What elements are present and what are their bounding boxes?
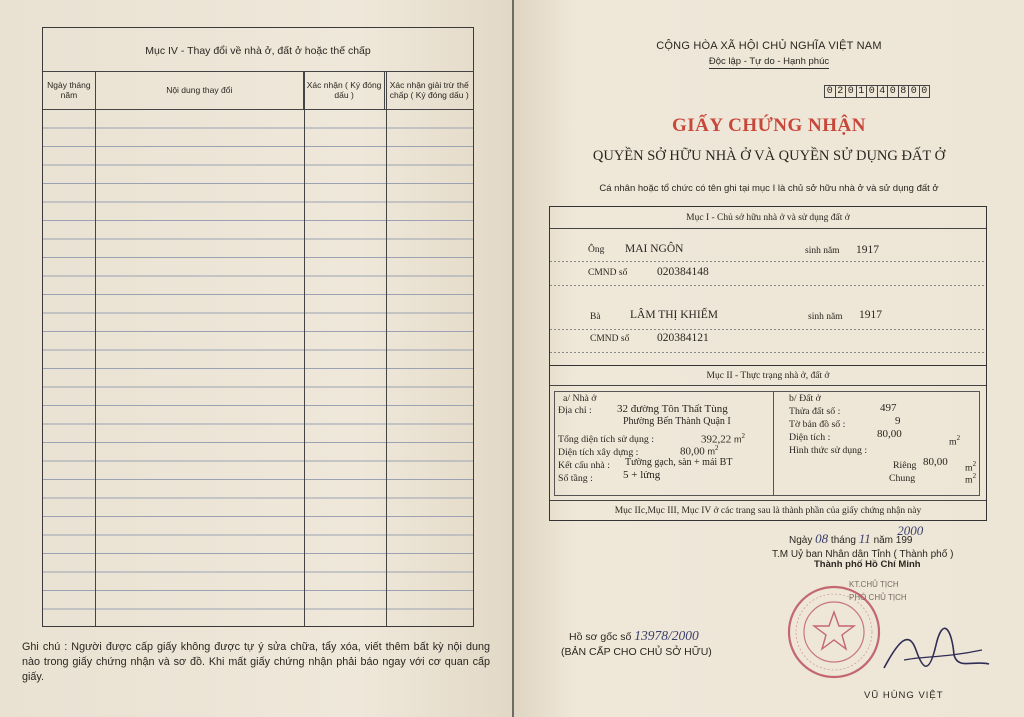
col-divider — [304, 72, 305, 626]
land-heading: b/ Đất ở — [789, 393, 821, 404]
issue-date: Ngày 08 tháng 11 năm 199 2000 — [789, 523, 924, 546]
owner1-id-label: CMND số — [588, 268, 628, 278]
private-value: 80,00 — [923, 456, 948, 468]
owner1-prefix: Ông — [588, 245, 605, 255]
shared-unit: $m^2$ — [965, 472, 977, 486]
usage-label: Hình thức sử dụng : — [789, 445, 868, 456]
land-area-unit: $m^2$ — [949, 434, 961, 448]
built-area-value: 80,00 $m^2$ — [680, 444, 719, 458]
certificate-title: GIẤY CHỨNG NHẬN — [672, 115, 866, 136]
serial-digit: 0 — [919, 85, 931, 98]
owner2-birth-label: sinh năm — [808, 312, 843, 322]
map-value: 9 — [895, 415, 901, 427]
change-table — [42, 27, 474, 627]
serial-digit: 0 — [866, 85, 878, 98]
serial-digit: 0 — [908, 85, 920, 98]
section-ii-footer: Mục IIc,Mục III, Mục IV ở các trang sau là thành phần của giấy chứng nhận này — [550, 500, 986, 520]
status-table — [554, 391, 980, 496]
col-content: Nội dung thay đổi — [96, 72, 304, 109]
note-text: Ghi chú : Người được cấp giấy không được tự ý sửa chữa, tẩy xóa, viết thêm bất kỳ nội dung nào trong giấy chứng nhận và sơ đồ. Khi mất giấy chứng nhận phải báo ngay với cơ quan cấp giấy. — [22, 641, 490, 683]
land-area-value: 80,00 — [877, 428, 902, 440]
signature-icon — [874, 620, 994, 680]
serial-number — [824, 85, 929, 98]
section-i-box — [549, 206, 987, 366]
copy-note: (BẢN CẤP CHO CHỦ SỞ HỮU) — [561, 646, 712, 658]
owner2-birth-year: 1917 — [859, 309, 882, 321]
map-label: Tờ bản đồ số : — [789, 419, 846, 430]
authority: T.M Uỷ ban Nhân dân Tỉnh ( Thành phố ) — [772, 549, 954, 560]
house-heading: a/ Nhà ở — [563, 393, 597, 404]
certificate-subtitle: QUYỀN SỞ HỮU NHÀ Ở VÀ QUYỀN SỬ DỤNG ĐẤT Ở — [592, 148, 946, 164]
chair-title: KT.CHỦ TỊCH — [849, 580, 899, 589]
serial-digit: 0 — [887, 85, 899, 98]
owner2-id: 020384121 — [657, 332, 709, 344]
certificate-intro: Cá nhân hoặc tổ chức có tên ghi tại mục I là chủ sở hữu nhà ở và sử dụng đất ở — [599, 183, 939, 194]
private-label: Riêng — [893, 460, 917, 471]
col-divider — [95, 72, 96, 626]
serial-digit: 0 — [845, 85, 857, 98]
total-area-label: Tổng diện tích sử dụng : — [558, 434, 654, 445]
owner2-prefix: Bà — [590, 312, 601, 322]
owner1-id: 020384148 — [657, 266, 709, 278]
official-seal-icon — [786, 584, 882, 680]
address-line1: 32 đường Tôn Thất Tùng — [617, 403, 728, 415]
section-i-title: Mục I - Chủ sở hữu nhà ở và sử dụng đất ở — [550, 207, 986, 229]
section-ii-box — [549, 366, 987, 521]
structure-label: Kết cấu nhà : — [558, 460, 610, 471]
right-page — [514, 0, 1024, 717]
address-label: Địa chỉ : — [558, 405, 592, 416]
total-area-value: 392,22 $m^2$ — [701, 432, 745, 446]
owner1-birth-year: 1917 — [856, 244, 879, 256]
vice-chair-title: PHÓ CHỦ TỊCH — [849, 593, 907, 602]
serial-digit: 4 — [877, 85, 889, 98]
section-iv-title: Mục IV - Thay đổi về nhà ở, đất ở hoặc thế chấp — [43, 28, 473, 72]
shared-label: Chung — [889, 473, 916, 484]
floors-value: 5 + lửng — [623, 469, 661, 481]
parcel-value: 497 — [880, 402, 897, 414]
nation-heading: CỘNG HÒA XÃ HỘI CHỦ NGHĨA VIỆT NAM — [656, 40, 882, 52]
serial-digit: 1 — [856, 85, 868, 98]
city: Thành phố Hồ Chí Minh — [814, 559, 921, 570]
owner2-id-label: CMND số — [590, 334, 630, 344]
owner1-birth-label: sinh năm — [805, 246, 840, 256]
col-confirm: Xác nhận ( Ký đóng dấu ) — [304, 72, 386, 109]
address-line2: Phường Bến Thành Quận I — [623, 416, 731, 427]
table-body-lines — [43, 110, 473, 626]
serial-digit: 8 — [898, 85, 910, 98]
signer-name: VŨ HÙNG VIỆT — [864, 690, 944, 701]
parcel-label: Thửa đất số : — [789, 406, 841, 417]
floors-label: Số tầng : — [558, 473, 593, 484]
col-date: Ngày tháng năm — [43, 72, 96, 109]
private-unit: $m^2$ — [965, 460, 977, 474]
owner2-name: LÂM THỊ KHIẾM — [630, 309, 718, 321]
serial-digit: 0 — [824, 85, 836, 98]
serial-digit: 2 — [835, 85, 847, 98]
structure-value: Tường gạch, sàn + mái BT — [625, 457, 733, 468]
built-area-label: Diện tích xây dựng : — [558, 447, 639, 458]
owner1-name: MAI NGÔN — [625, 243, 684, 255]
table-header-row — [43, 72, 473, 110]
land-area-label: Diện tích : — [789, 432, 831, 443]
motto: Độc lập - Tự do - Hạnh phúc — [708, 56, 830, 67]
col-divider — [386, 72, 387, 626]
section-ii-title: Mục II - Thực trạng nhà ở, đất ở — [550, 366, 986, 386]
file-number: Hồ sơ gốc số 13978/2000 — [569, 628, 699, 643]
col-release: Xác nhận giải trừ thế chấp ( Ký đóng dấu ) — [389, 79, 469, 100]
